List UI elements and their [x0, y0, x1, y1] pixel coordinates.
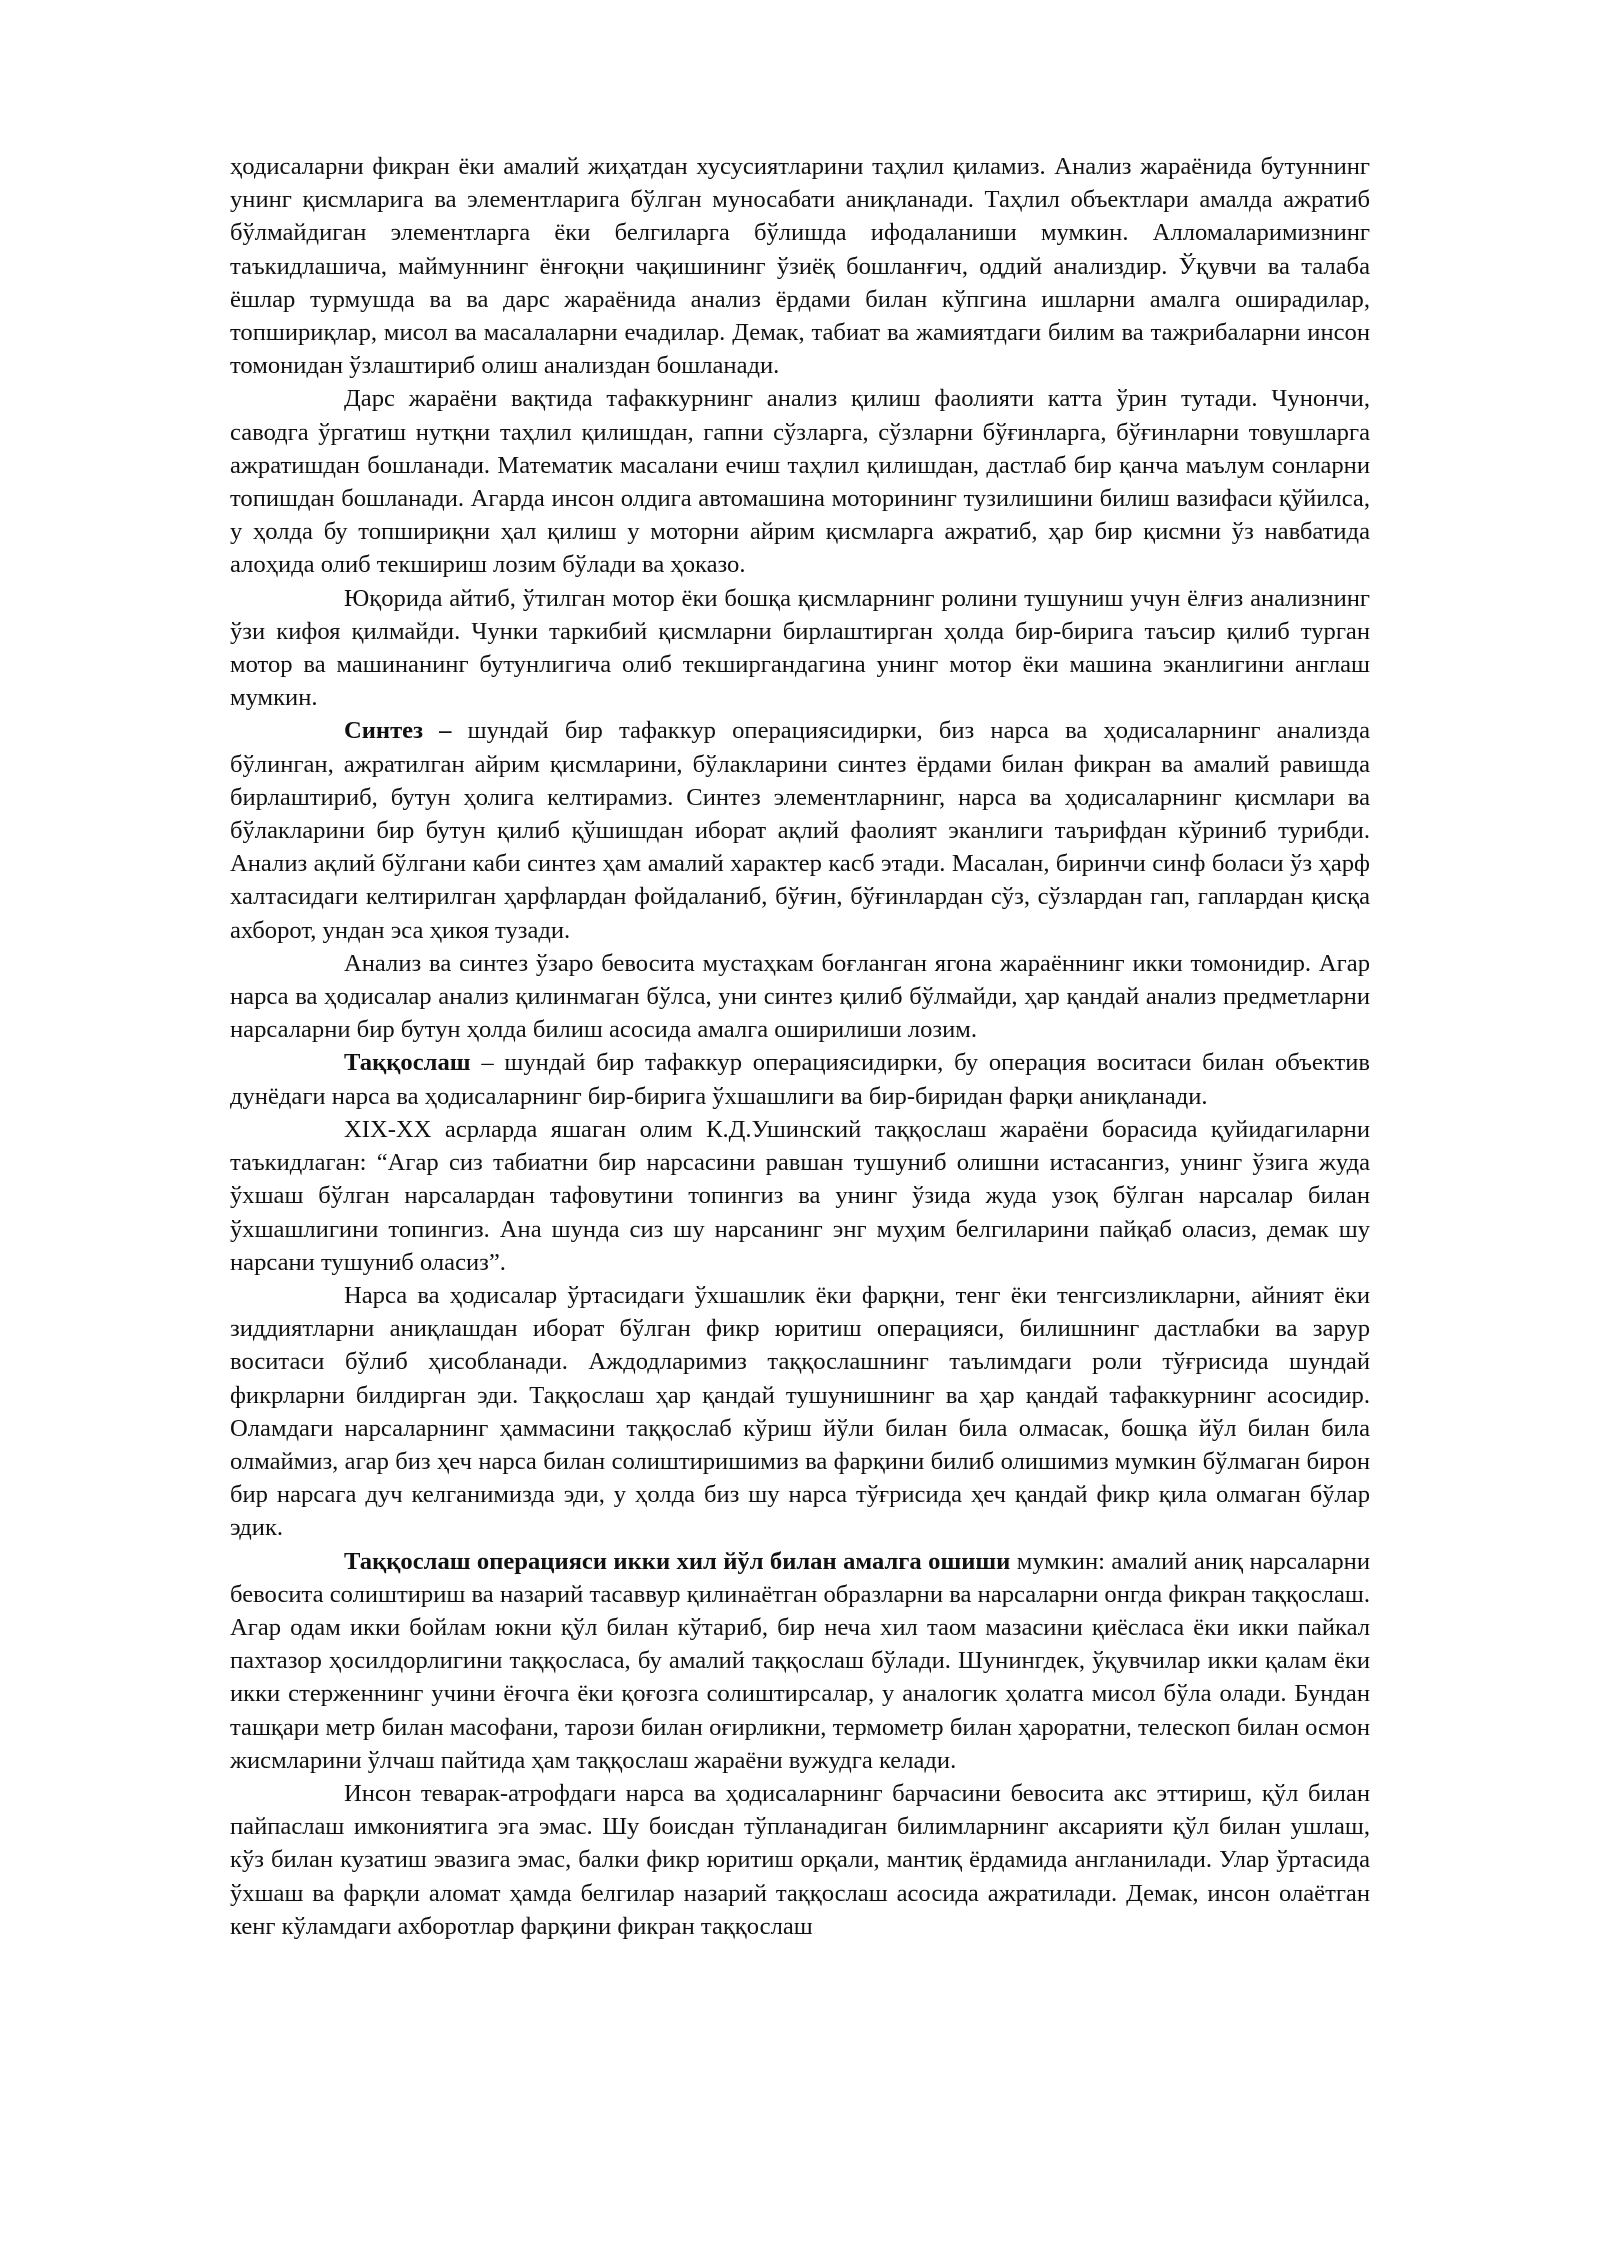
paragraph-text: Инсон теварак-атрофдаги нарса ва ҳодисаларнинг барчасини бевосита акс эттириш, қўл билан пайпаслаш имкониятига эга эмас. Шу боисдан тўпланадиган билимларнинг аксарияти қўл билан ушлаш, кўз билан кузатиш эвазига эмас, балки фикр юритиш орқали, мантиқ ёрдамида англанилади. Улар ўртасида ўхшаш ва фарқли аломат ҳамда белгилар назарий таққослаш асосида ажратилади. Демак, инсон олаётган кенг кўламдаги ахборотлар фарқини фикран таққослаш	[230, 1779, 1370, 1940]
paragraph-text: мумкин: амалий аниқ нарсаларни бевосита солиштириш ва назарий тасаввур қилинаётган образларни ва нарсаларни онгда фикран таққослаш. Агар одам икки бойлам юкни қўл билан кўтариб, бир неча хил таом мазасини қиёсласа ёки икки пайкал пахтазор ҳосилдорлигини таққосласа, бу амалий таққослаш бўлади. Шунингдек, ўқувчилар икки қалам ёки икки стерженнинг учини ёғочга ёки қоғозга солиштирсалар, у аналогик ҳолатга мисол бўла олади. Бундан ташқари метр билан масофани, тарози билан оғирликни, термометр билан ҳароратни, телескоп билан осмон жисмларини ўлчаш пайтида ҳам таққослаш жараёни вужудга келади.	[230, 1547, 1370, 1774]
paragraph-text: XIX-XX асрларда яшаган олим К.Д.Ушинский таққослаш жараёни борасида қуйидагиларни таъкидлаган: “Агар сиз табиатни бир нарсасини равшан тушуниб олишни истасангиз, унинг ўзига жуда ўхшаш бўлган нарсалардан тафовутини топингиз ва унинг ўзида жуда узоқ бўлган нарсалар билан ўхшашлигини топингиз. Ана шунда сиз шу нарсанинг энг муҳим белгиларини пайқаб оласиз, демак шу нарсани тушуниб оласиз”.	[230, 1115, 1370, 1276]
paragraph-2	[230, 382, 1370, 581]
paragraph-text: Юқорида айтиб, ўтилган мотор ёки бошқа қисмларнинг ролини тушуниш учун ёлғиз анализнинг ўзи кифоя қилмайди. Чунки таркибий қисмларни бирлаштирган ҳолда бир-бирига таъсир қилиб турган мотор ва машинанинг бутунлигича олиб текширгандагина унинг мотор ёки машина эканлигини англаш мумкин.	[230, 584, 1370, 712]
paragraph-4	[230, 714, 1370, 946]
term-comparison: Таққослаш	[344, 1049, 471, 1077]
term-comparison-methods: Таққослаш операцияси икки хил йўл билан амалга ошиши	[344, 1547, 1011, 1575]
paragraph-1	[230, 150, 1370, 382]
paragraph-8	[230, 1279, 1370, 1545]
paragraph-10	[230, 1777, 1370, 1943]
paragraph-text: шундай бир тафаккур операциясидирки, биз нарса ва ҳодисаларнинг анализда бўлинган, ажратилган айрим қисмларини, бўлакларини синтез ёрдами билан фикран ва амалий равишда бирлаштириб, бутун ҳолига келтирамиз. Синтез элементларнинг, нарса ва ҳодисаларнинг қисмлари ва бўлакларини бир бутун қилиб қўшишдан иборат ақлий фаолият эканлиги таърифдан кўриниб турибди. Анализ ақлий бўлгани каби синтез ҳам амалий характер касб этади. Масалан, биринчи синф боласи ўз ҳарф халтасидаги келтирилган ҳарфлардан фойдаланиб, бўғин, бўғинлардан сўз, сўзлардан гап, гаплардан қисқа ахборот, ундан эса ҳикоя тузади.	[230, 717, 1370, 944]
paragraph-6	[230, 1046, 1370, 1112]
paragraph-7	[230, 1113, 1370, 1279]
paragraph-5	[230, 947, 1370, 1047]
paragraph-9	[230, 1545, 1370, 1777]
paragraph-3	[230, 582, 1370, 715]
term-synthesis: Синтез –	[344, 717, 452, 745]
paragraph-text: Дарс жараёни вақтида тафаккурнинг анализ қилиш фаолияти катта ўрин тутади. Чунончи, саводга ўргатиш нутқни таҳлил қилишдан, гапни сўзларга, сўзларни бўғинларга, бўғинларни товушларга ажратишдан бошланади. Математик масалани ечиш таҳлил қилишдан, дастлаб бир қанча маълум сонларни топишдан бошланади. Агарда инсон олдига автомашина моторининг тузилишини билиш вазифаси қўйилса, у ҳолда бу топшириқни ҳал қилиш у моторни айрим қисмларга ажратиб, ҳар бир қисмни ўз навбатида алоҳида олиб текшириш лозим бўлади ва ҳоказо.	[230, 385, 1370, 579]
paragraph-text: – шундай бир тафаккур операциясидирки, бу операция воситаси билан объектив дунёдаги нарса ва ҳодисаларнинг бир-бирига ўхшашлиги ва бир-биридан фарқи аниқланади.	[230, 1049, 1370, 1110]
paragraph-text: Анализ ва синтез ўзаро бевосита мустаҳкам боғланган ягона жараённинг икки томонидир. Агар нарса ва ҳодисалар анализ қилинмаган бўлса, уни синтез қилиб бўлмайди, ҳар қандай анализ предметларни нарсаларни бир бутун ҳолда билиш асосида амалга оширилиши лозим.	[230, 949, 1370, 1044]
paragraph-text: ҳодисаларни фикран ёки амалий жиҳатдан хусусиятларини таҳлил қиламиз. Анализ жараёнида бутуннинг унинг қисмларига ва элементларига бўлган муносабати аниқланади. Таҳлил объектлари амалда ажратиб бўлмайдиган элементларга ёки белгиларга бўлишда ифодаланиши мумкин. Алломаларимизнинг таъкидлашича, маймуннинг ёнғоқни чақишининг ўзиёқ бошланғич, оддий анализдир. Ўқувчи ва талаба ёшлар турмушда ва ва дарс жараёнида анализ ёрдами билан кўпгина ишларни амалга оширадилар, топшириқлар, мисол ва масалаларни ечадилар. Демак, табиат ва жамиятдаги билим ва тажрибаларни инсон томонидан ўзлаштириб олиш анализдан бошланади.	[230, 153, 1370, 380]
paragraph-text: Нарса ва ҳодисалар ўртасидаги ўхшашлик ёки фарқни, тенг ёки тенгсизликларни, айният ёки зиддиятларни аниқлашдан иборат бўлган фикр юритиш операцияси, билишнинг дастлабки ва зарур воситаси бўлиб ҳисобланади. Аждодларимиз таққослашнинг таълимдаги роли тўғрисида шундай фикрларни билдирган эди. Таққослаш ҳар қандай тушунишнинг ва ҳар қандай тафаккурнинг асосидир. Оламдаги нарсаларнинг ҳаммасини таққослаб кўриш йўли билан била олмасак, бошқа йўл билан била олмаймиз, агар биз ҳеч нарса билан солиштиришимиз ва фарқини билиб олишимиз мумкин бўлмаган бирон бир нарсага дуч келганимизда эди, у ҳолда биз шу нарса тўғрисида ҳеч қандай фикр қила олмаган бўлар эдик.	[230, 1281, 1370, 1542]
document-page	[230, 150, 1370, 1943]
